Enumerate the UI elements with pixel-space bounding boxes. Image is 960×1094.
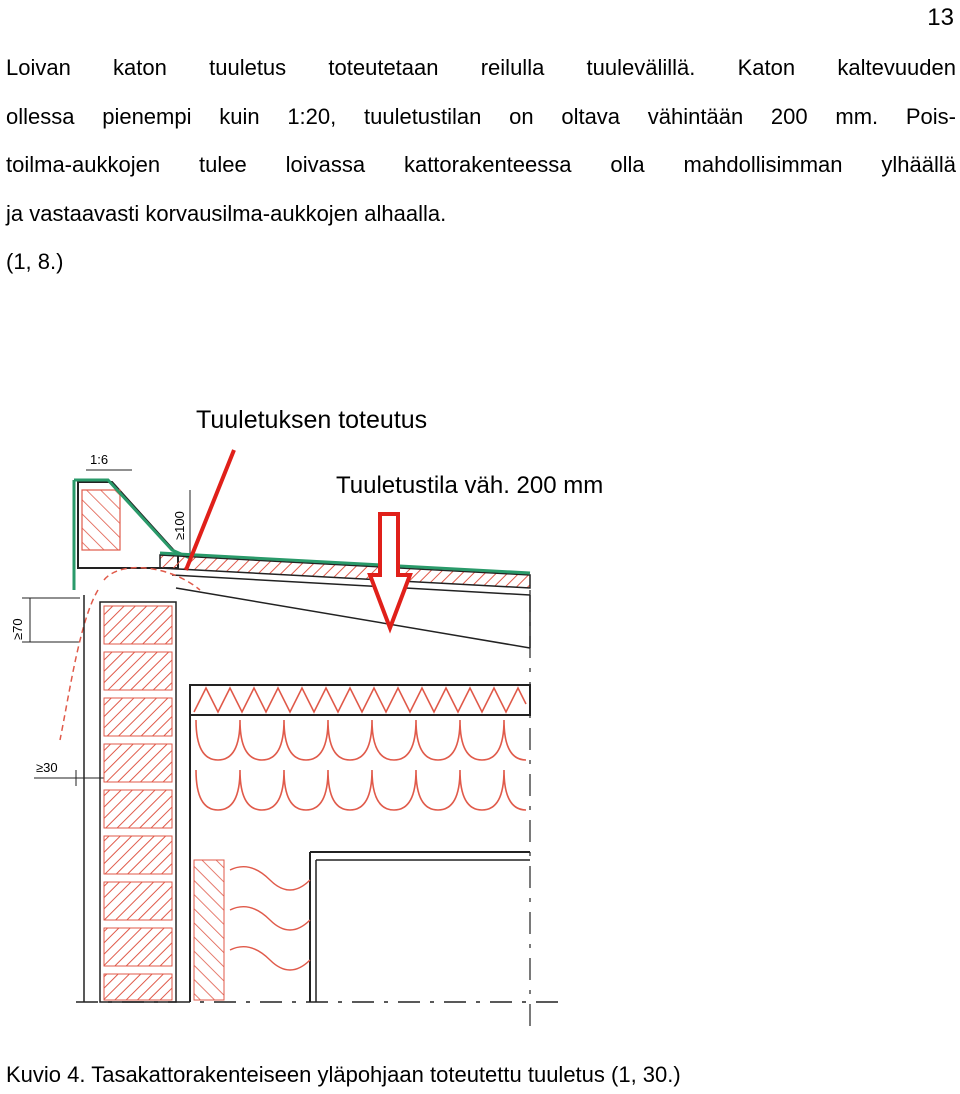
body-paragraph xyxy=(6,44,956,287)
ceiling-structure xyxy=(190,685,530,1002)
roof-section-drawing xyxy=(0,390,960,1040)
paragraph-line-2: ollessa pienempi kuin 1:20, tuuletustilan on oltava vähintään 200 mm. Pois- xyxy=(6,103,956,129)
dimension-30: ≥30 xyxy=(36,760,58,775)
paragraph-line-3: toilma-aukkojen tulee loivassa kattorakenteessa olla mahdollisimman ylhäällä xyxy=(6,152,956,178)
figure-title: Tuuletuksen toteutus xyxy=(196,406,428,434)
paragraph-line-1: Loivan katon tuuletus toteutetaan reilulla tuulevälillä. Katon kaltevuuden xyxy=(6,55,956,80)
paragraph-line-4: ja vastaavasti korvausilma-aukkojen alhaalla. xyxy=(6,200,447,226)
dimension-100: ≥100 xyxy=(172,511,187,540)
dimension-70: ≥70 xyxy=(10,618,25,640)
brick-wall xyxy=(84,595,176,1002)
page-number: 13 xyxy=(927,4,954,31)
figure-caption: Kuvio 4. Tasakattorakenteiseen yläpohjaan toteutettu tuuletus (1, 30.) xyxy=(6,1062,681,1087)
ventilation-annotation: Tuuletustila väh. 200 mm xyxy=(336,472,604,499)
exhaust-arrow xyxy=(186,450,234,570)
ventilation-figure xyxy=(0,390,960,1040)
paragraph-line-5: (1, 8.) xyxy=(6,249,64,275)
parapet-insulation xyxy=(82,490,120,550)
slope-label: 1:6 xyxy=(90,452,109,467)
